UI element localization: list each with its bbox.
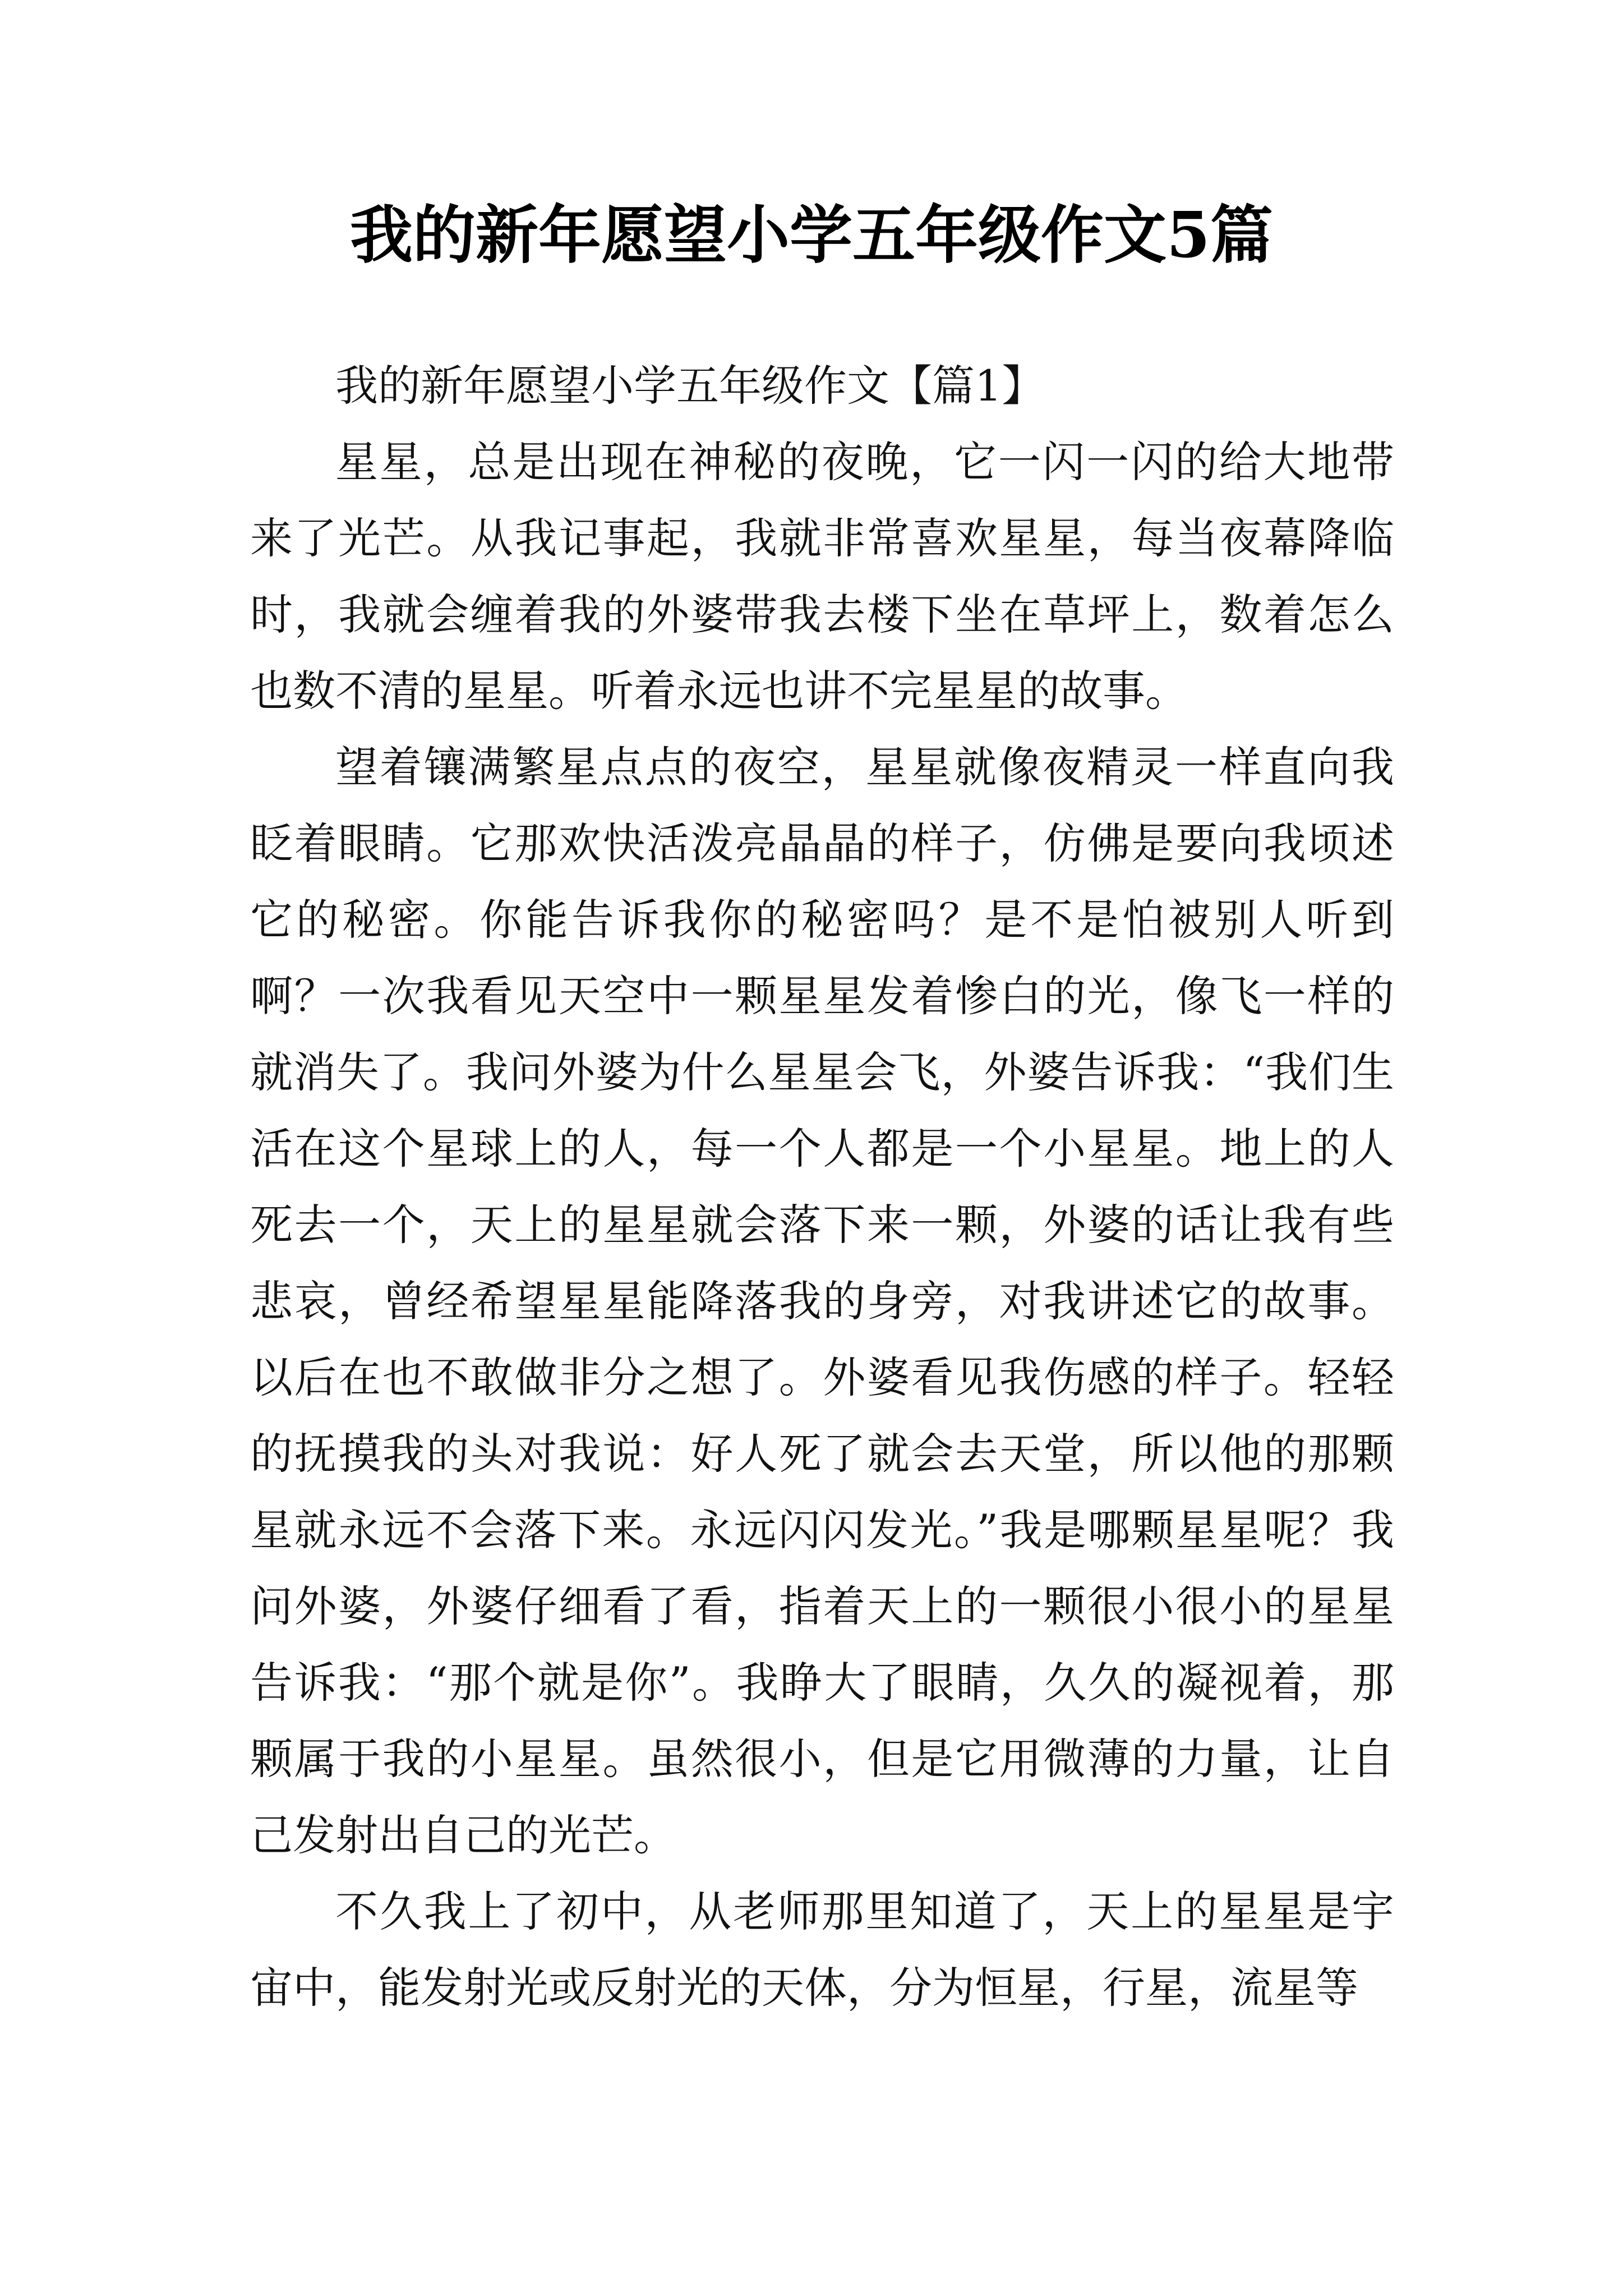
- document-body: [250, 348, 1394, 2026]
- section-heading: 我的新年愿望小学五年级作文【篇1】: [335, 361, 1045, 411]
- document-title: 我的新年愿望小学五年级作文5篇: [350, 199, 1273, 272]
- paragraph-1: 星星，总是出现在神秘的夜晚，它一闪一闪的给大地带来了光芒。从我记事起，我就非常喜欢星星，每当夜幕降临时，我就会缠着我的外婆带我去楼下坐在草坪上，数着怎么也数不清的星星。听着永远也讲不完星星的故事。: [250, 437, 1394, 716]
- paragraph-2: 望着镶满繁星点点的夜空，星星就像夜精灵一样直向我眨着眼睛。它那欢快活泼亮晶晶的样子，仿佛是要向我顷述它的秘密。你能告诉我你的秘密吗？是不是怕被别人听到啊？一次我看见天空中一颗星星发着惨白的光，像飞一样的就消失了。我问外婆为什么星星会飞，外婆告诉我：“我们生活在这个星球上的人，每一个人都是一个小星星。地上的人死去一个，天上的星星就会落下来一颗，外婆的话让我有些悲哀，曾经希望星星能降落我的身旁，对我讲述它的故事。以后在也不敢做非分之想了。外婆看见我伤感的样子。轻轻的抚摸我的头对我说：好人死了就会去天堂，所以他的那颗星就永远不会落下来。永远闪闪发光。”我是哪颗星星呢？我问外婆，外婆仔细看了看，指着天上的一颗很小很小的星星告诉我：“那个就是你”。我睁大了眼睛，久久的凝视着，那颗属于我的小星星。虽然很小，但是它用微薄的力量，让自己发射出自己的光芒。: [250, 742, 1394, 1860]
- paragraph-3: 不久我上了初中，从老师那里知道了，天上的星星是宇宙中，能发射光或反射光的天体，分为恒星，行星，流星等: [250, 1887, 1394, 2013]
